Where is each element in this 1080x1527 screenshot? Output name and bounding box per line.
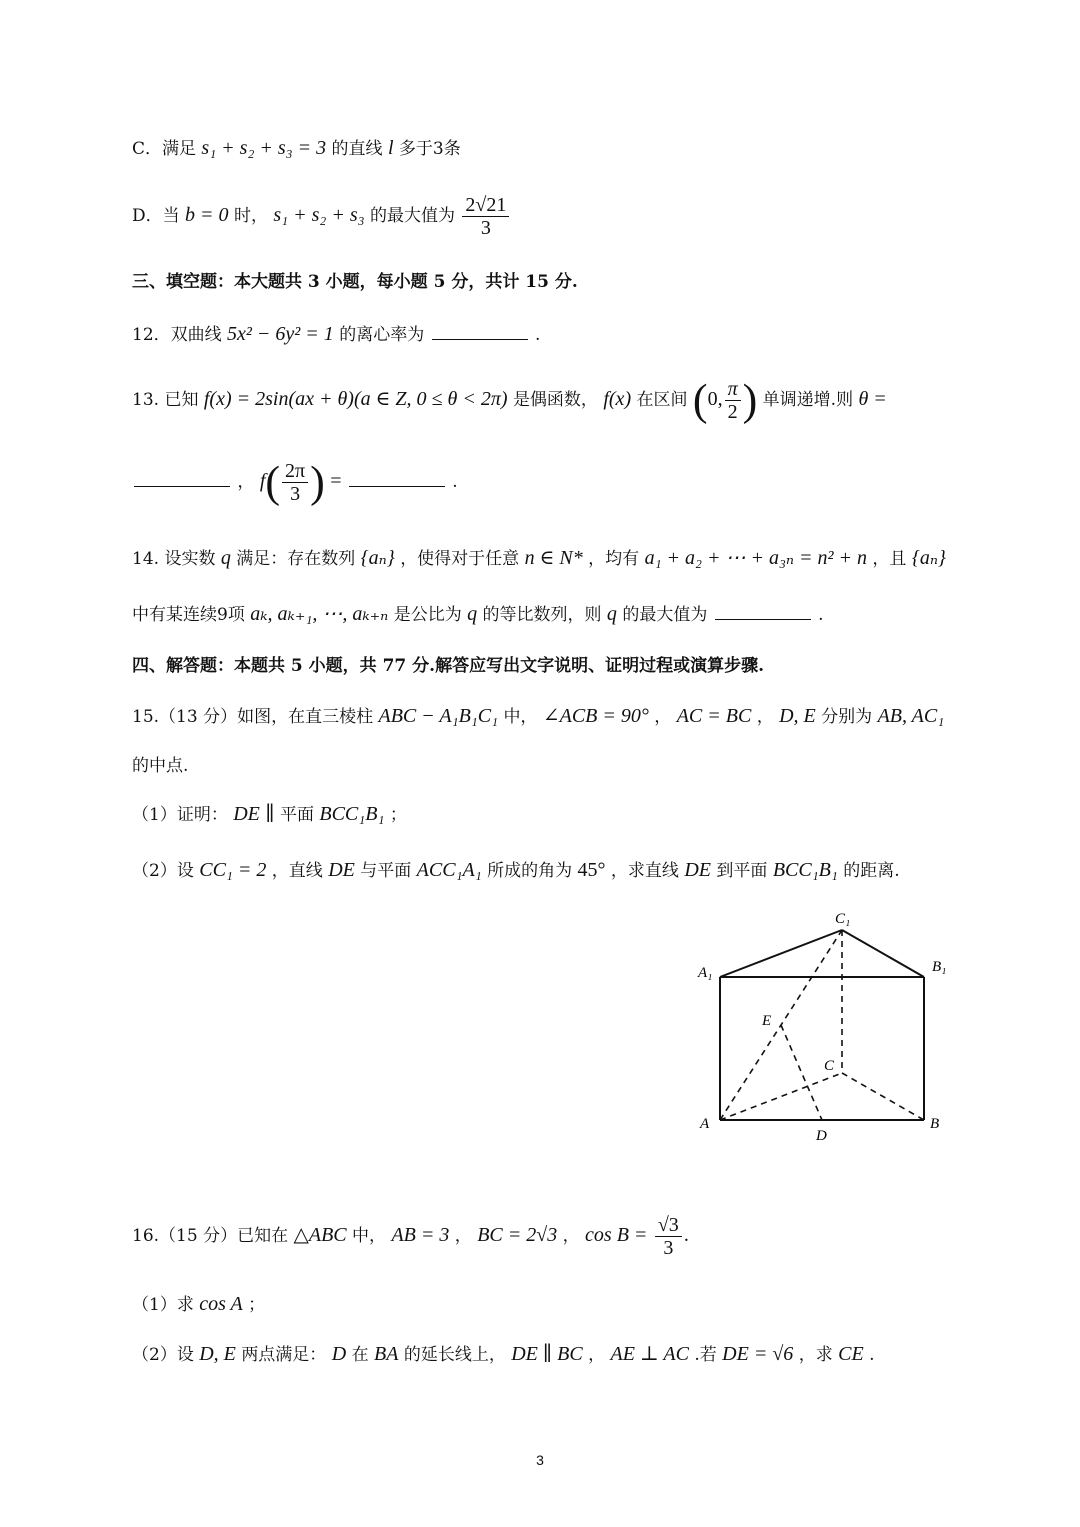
q11-option-d	[132, 194, 511, 239]
q14-line1-b: 满足：存在数列	[236, 549, 356, 569]
q13-left-paren: (	[692, 375, 708, 425]
q15-angle: ∠ACB = 90°	[542, 705, 649, 727]
q16-tri: △ABC	[293, 1224, 347, 1246]
q15-p2-a: ，直线	[271, 861, 323, 881]
q15-p2-d: ，求直线	[610, 861, 679, 881]
q15-p2-ang: 45°	[577, 859, 606, 881]
q14-line2-b: 是公比为	[393, 605, 462, 625]
q13-answer-blank-2	[349, 485, 445, 487]
q16-p2-de: D, E	[199, 1343, 236, 1365]
line-e-d	[781, 1025, 822, 1120]
q13-interval-num: π	[725, 378, 741, 401]
q13-arg-den: 3	[290, 483, 301, 505]
page-number: 3	[536, 1452, 544, 1468]
q14-line2-d: 的最大值为	[622, 605, 708, 625]
q16-p1-end: ；	[248, 1295, 266, 1315]
q16-p2-ce: CE	[838, 1343, 864, 1365]
opt-d-expr: s₁ + s₂ + s₃	[273, 204, 365, 226]
q16-p2-val: DE = √6	[722, 1343, 794, 1365]
q13-interval-den: 2	[727, 401, 738, 423]
opt-c-expr: s₁ + s₂ + s₃ = 3	[201, 137, 327, 159]
q13-arg-left-paren: (	[265, 457, 281, 507]
q15-p1-de: DE	[233, 803, 260, 825]
q15-p2-de2: DE	[684, 859, 711, 881]
question-15-part-2	[132, 858, 900, 882]
q15-p2-pl: ACC₁A₁	[416, 859, 482, 881]
q13-mid3: 单调递增.则	[762, 390, 854, 410]
question-16-part-1	[132, 1292, 265, 1316]
opt-d-label: D．当	[132, 206, 180, 226]
q16-p2-e: ，求	[798, 1345, 833, 1365]
q13-interval-fraction	[725, 378, 741, 423]
edge-c1-b1	[842, 930, 924, 977]
q13-arg-right-paren: )	[310, 457, 325, 507]
q14-q-2: q	[467, 603, 478, 625]
q16-p2-c: 的延长线上，	[403, 1345, 506, 1365]
q15-p1-par: ∥	[265, 803, 275, 825]
q12-label: 12．双曲线	[132, 325, 222, 345]
opt-d-mid2: 的最大值为	[369, 206, 455, 226]
opt-c-mid: 的直线	[331, 139, 383, 159]
question-13-line-1	[132, 375, 887, 425]
q16-cos-fraction	[655, 1214, 682, 1259]
q15-p2-cc: CC₁ = 2	[199, 859, 267, 881]
q16-p2-d2: .若	[694, 1345, 717, 1365]
q13-comma: ，	[237, 472, 255, 492]
prism-figure	[690, 905, 960, 1150]
q14-terms: aₖ, aₖ₊₁, ⋯, aₖ₊ₙ	[250, 603, 389, 625]
q16-p2-par: DE ∥ BC	[511, 1343, 583, 1365]
q16-tail: .	[683, 1224, 689, 1246]
q14-seq: {aₙ}	[360, 547, 395, 569]
q16-line1-b: 中，	[352, 1226, 387, 1246]
q15-p2-label: （2）设	[132, 861, 194, 881]
q14-n-cond: n ∈ N*	[524, 547, 583, 569]
q14-sum: a₁ + a₂ + ⋯ + a₃ₙ = n² + n	[644, 547, 868, 569]
q15-eq: AC = BC	[676, 705, 752, 727]
q16-cos-num: √3	[655, 1214, 682, 1237]
q16-bc: BC = 2√3	[477, 1224, 558, 1246]
q13-tail: .	[452, 472, 458, 492]
q15-line1-c: ，	[654, 707, 672, 727]
q16-p2-c2: ，	[588, 1345, 606, 1365]
q15-line1-d: ，	[756, 707, 774, 727]
q13-arg-num: 2π	[282, 460, 308, 483]
q16-p2-b: 在	[351, 1345, 369, 1365]
q15-p1-end: ；	[389, 805, 407, 825]
q14-line2-a: 中有某连续9项	[132, 605, 245, 625]
q16-c2: ，	[562, 1226, 580, 1246]
q15-p1-plane: 平面	[279, 805, 314, 825]
q16-c1: ，	[454, 1226, 472, 1246]
label-a1: A₁	[698, 965, 713, 981]
q14-q-3: q	[606, 603, 617, 625]
q16-p1-expr: cos A	[199, 1293, 243, 1315]
edge-c-b	[842, 1073, 924, 1120]
q16-p1-label: （1）求	[132, 1295, 194, 1315]
q15-de: D, E	[779, 705, 816, 727]
q16-cos-den: 3	[663, 1237, 674, 1259]
q12-answer-blank	[432, 338, 528, 340]
q16-p2-label: （2）设	[132, 1345, 194, 1365]
question-13-line-2	[132, 457, 458, 507]
question-15-part-1	[132, 802, 407, 826]
q12-end: 的离心率为	[339, 325, 425, 345]
q13-mid1: 是偶函数，	[512, 390, 598, 410]
q13-fx: f(x)	[603, 388, 632, 410]
label-d: D	[816, 1128, 827, 1144]
q15-p2-c: 所成的角为	[487, 861, 573, 881]
label-a: A	[700, 1116, 710, 1132]
q16-p2-ba: BA	[373, 1343, 399, 1365]
q14-line2-c: 的等比数列，则	[482, 605, 602, 625]
q15-line1-e: 分别为	[821, 707, 873, 727]
question-16-part-2	[132, 1342, 875, 1366]
q13-arg-fraction	[282, 460, 308, 505]
q12-tail: .	[535, 325, 541, 345]
q14-q: q	[220, 547, 231, 569]
q13-interval-left: 0,	[707, 388, 723, 410]
section-3-heading: 三、填空题：本大题共 3 小题，每小题 5 分，共计 15 分.	[132, 272, 578, 292]
q16-p2-d: D	[331, 1343, 347, 1365]
q15-prism: ABC − A₁B₁C₁	[378, 705, 499, 727]
opt-c-end: 多于3条	[398, 139, 461, 159]
opt-d-cond: b = 0	[185, 204, 229, 226]
q12-expr: 5x² − 6y² = 1	[227, 323, 334, 345]
q15-p1-pl: BCC₁B₁	[319, 803, 385, 825]
q16-ab: AB = 3	[391, 1224, 450, 1246]
label-c: C	[824, 1058, 835, 1074]
q16-p2-end: .	[869, 1345, 875, 1365]
q14-seq2: {aₙ}	[911, 547, 946, 569]
q13-mid2: 在区间	[636, 390, 688, 410]
opt-c-label: C．满足	[132, 139, 197, 159]
q16-p2-a: 两点满足：	[241, 1345, 327, 1365]
q15-p2-e: 到平面	[716, 861, 768, 881]
q14-line1-e: ，且	[872, 549, 907, 569]
q13-label: 13. 已知	[132, 390, 199, 410]
q15-mids: AB, AC₁	[877, 705, 945, 727]
opt-c-var: l	[387, 137, 394, 159]
question-14-line-2	[132, 602, 824, 626]
q13-theta: θ =	[858, 388, 887, 410]
q15-p1-label: （1）证明：	[132, 805, 228, 825]
opt-d-fraction	[462, 194, 509, 239]
edge-a-c	[720, 1073, 842, 1120]
q14-answer-blank	[715, 618, 811, 620]
q13-f-label: f	[259, 470, 266, 492]
edge-a1-c1	[720, 930, 842, 977]
q13-func: f(x) = 2sin(ax + θ)(a ∈ Z, 0 ≤ θ < 2π)	[203, 388, 508, 410]
q13-right-paren: )	[742, 375, 758, 425]
label-e: E	[762, 1013, 772, 1029]
question-16-line-1	[132, 1214, 689, 1259]
question-14-line-1	[132, 546, 946, 570]
q14-line1-c: ，使得对于任意	[400, 549, 520, 569]
q14-line1-a: 14. 设实数	[132, 549, 216, 569]
question-15-line-2: 的中点.	[132, 756, 189, 776]
q15-p2-de: DE	[328, 859, 355, 881]
q15-line1-a: 15.（13 分）如图，在直三棱柱	[132, 707, 374, 727]
q15-line1-b: 中，	[503, 707, 538, 727]
label-c1: C₁	[835, 911, 851, 927]
q14-tail: .	[818, 605, 824, 625]
question-15-line-1	[132, 704, 944, 728]
opt-d-den: 3	[480, 217, 491, 239]
q16-cosb: cos B =	[585, 1224, 648, 1246]
opt-d-num: 2√21	[462, 194, 509, 217]
opt-d-mid1: 时，	[233, 206, 268, 226]
q15-p2-pl2: BCC₁B₁	[772, 859, 838, 881]
q13-answer-blank-1	[134, 485, 230, 487]
q14-line1-d: ，均有	[588, 549, 640, 569]
q15-p2-f: 的距离.	[843, 861, 900, 881]
q16-line1-a: 16.（15 分）已知在	[132, 1226, 289, 1246]
label-b1: B₁	[932, 959, 947, 975]
q16-p2-perp: AE ⊥ AC	[610, 1343, 689, 1365]
q13-equals: =	[330, 470, 342, 492]
section-4-heading: 四、解答题：本题共 5 小题，共 77 分.解答应写出文字说明、证明过程或演算步骤.	[132, 656, 764, 676]
q11-option-c	[132, 136, 461, 160]
label-b: B	[930, 1116, 940, 1132]
question-12	[132, 322, 540, 346]
q15-p2-b: 与平面	[360, 861, 412, 881]
